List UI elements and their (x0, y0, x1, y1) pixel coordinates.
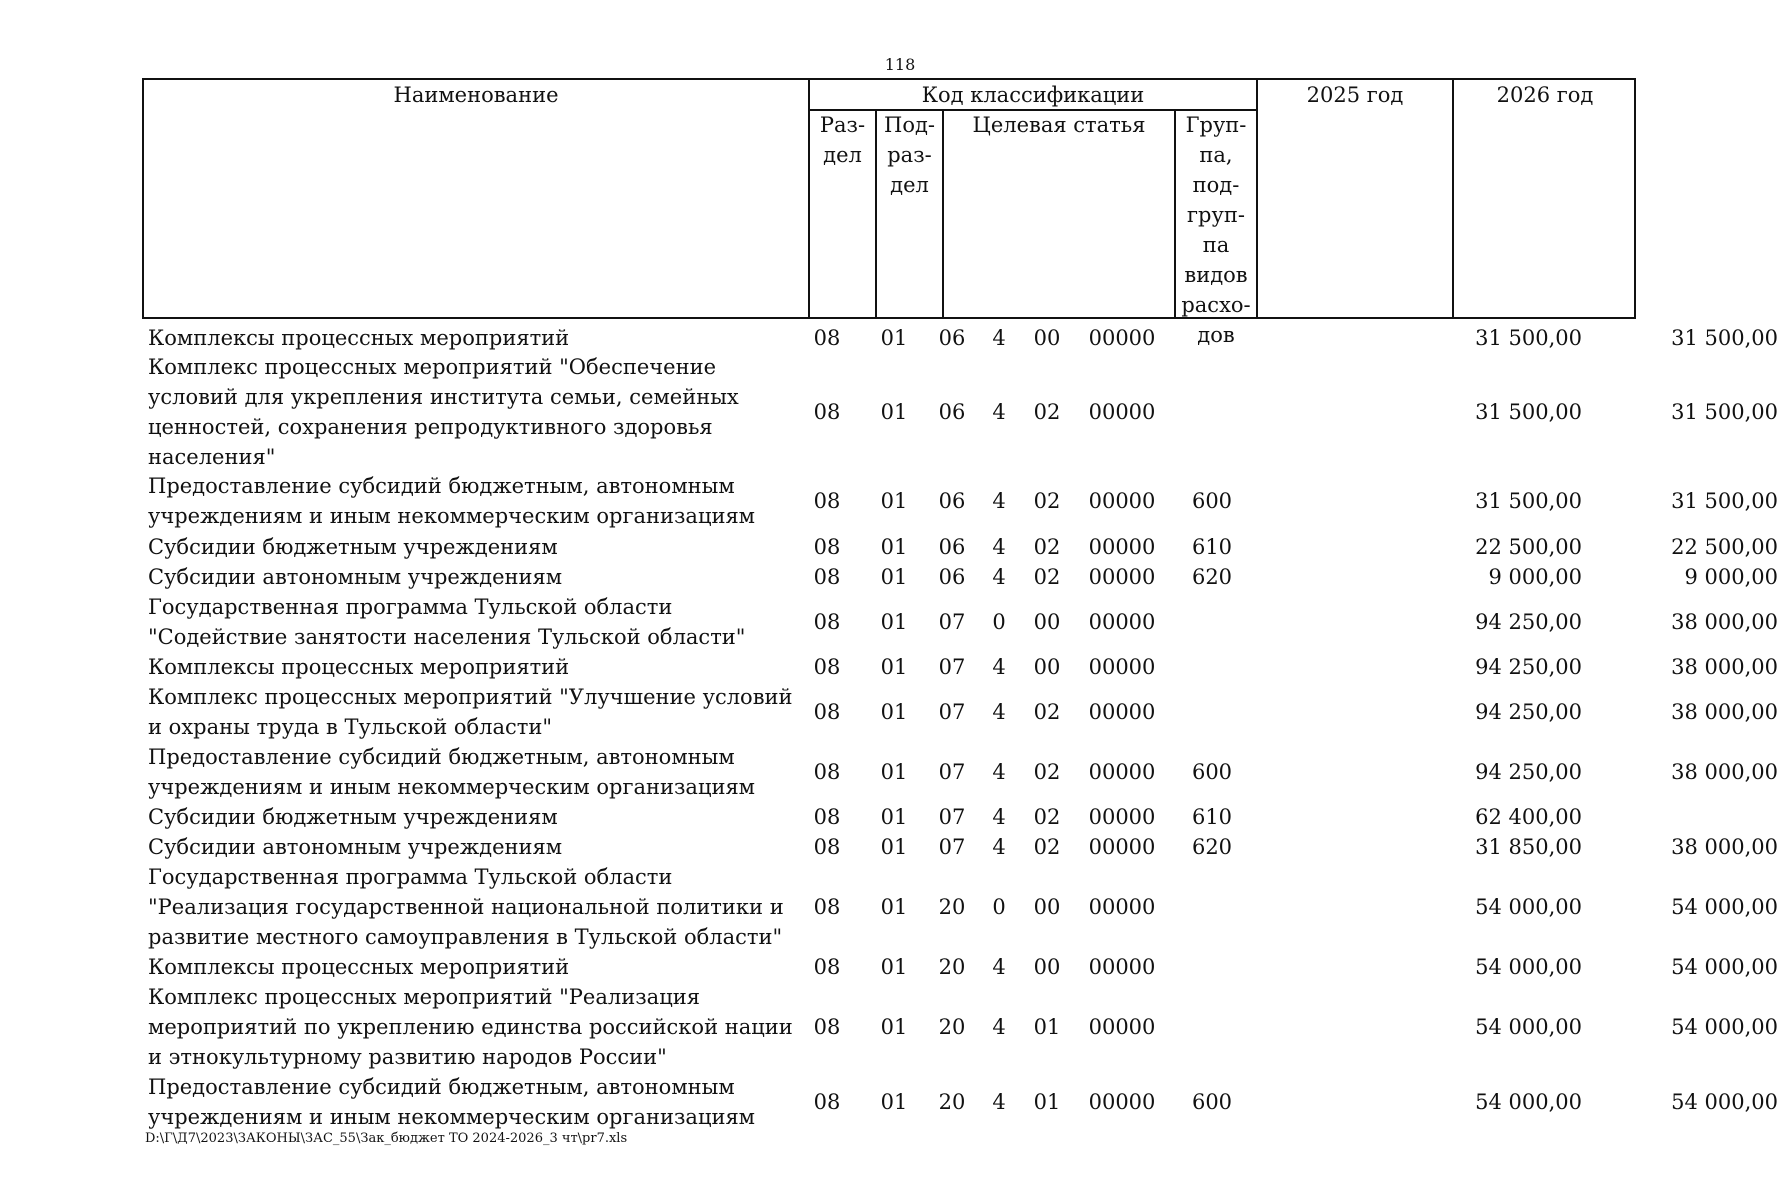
row-cs-direction: 00000 (1088, 1015, 1156, 1039)
row-cs-direction: 00000 (1088, 895, 1156, 919)
page-number: 118 (884, 55, 916, 74)
row-name: Комплекс процессных мероприятий "Обеспечение условий для укрепления института семьи, семейных ценностей, сохранения репродуктивного здоровья населения" (148, 355, 739, 469)
row-cs-program: 07 (938, 700, 966, 724)
row-amount-2025: 9 000,00 (1488, 565, 1582, 589)
header-vid-line: груп- (1187, 203, 1245, 227)
row-amount-2025: 22 500,00 (1475, 535, 1582, 559)
header-podrazdel-line: дел (890, 173, 929, 197)
row-cs-program: 20 (938, 1015, 966, 1039)
row-cs-complex: 02 (1033, 535, 1061, 559)
header-year-2025: 2025 год (1306, 83, 1404, 107)
header-razdel-line: Раз- (819, 113, 866, 137)
row-cs-program: 20 (938, 1090, 966, 1114)
row-podrazdel: 01 (880, 535, 908, 559)
row-cs-direction: 00000 (1088, 326, 1156, 350)
row-amount-2025: 54 000,00 (1475, 895, 1582, 919)
row-cs-complex: 00 (1033, 326, 1061, 350)
row-amount-2025: 31 500,00 (1475, 326, 1582, 350)
row-cs-complex: 00 (1033, 655, 1061, 679)
row-cs-complex: 00 (1033, 895, 1061, 919)
row-cs-direction: 00000 (1088, 955, 1156, 979)
row-cs-program: 07 (938, 760, 966, 784)
table-row (142, 742, 1778, 802)
header-year-2026: 2026 год (1496, 83, 1594, 107)
row-name: Государственная программа Тульской области "Реализация государственной национальной политики и развитие местного самоуправления в Тульской области" (148, 865, 784, 949)
table-row (142, 952, 1778, 982)
row-name: Предоставление субсидий бюджетным, автономным учреждениям и иным некоммерческим организациям (148, 474, 756, 528)
row-podrazdel: 01 (880, 610, 908, 634)
row-cs-type: 0 (992, 610, 1006, 634)
row-amount-2025: 54 000,00 (1475, 1015, 1582, 1039)
row-cs-direction: 00000 (1088, 565, 1156, 589)
table-row (142, 562, 1778, 592)
row-vid: 620 (1191, 835, 1233, 859)
header-vid-line: расхо- (1181, 293, 1251, 317)
row-cs-program: 06 (938, 565, 966, 589)
row-cs-type: 4 (992, 655, 1006, 679)
row-cs-direction: 00000 (1088, 700, 1156, 724)
row-name: Государственная программа Тульской области "Содействие занятости населения Тульской области" (148, 595, 746, 649)
row-amount-2025: 94 250,00 (1475, 655, 1582, 679)
row-vid: 600 (1191, 760, 1233, 784)
row-name: Комплексы процессных мероприятий (148, 326, 570, 350)
row-amount-2025: 54 000,00 (1475, 1090, 1582, 1114)
table-row (142, 592, 1778, 652)
row-amount-2026: 54 000,00 (1671, 1015, 1778, 1039)
row-cs-complex: 02 (1033, 565, 1061, 589)
header-vid-rashodov (1176, 110, 1256, 350)
row-cs-complex: 02 (1033, 400, 1061, 424)
row-name: Субсидии бюджетным учреждениям (148, 805, 558, 829)
row-cs-type: 4 (992, 835, 1006, 859)
row-amount-2026: 38 000,00 (1671, 700, 1778, 724)
table-row (142, 322, 1778, 354)
row-cs-direction: 00000 (1088, 760, 1156, 784)
row-razdel: 08 (813, 895, 841, 919)
header-razdel (810, 110, 875, 170)
row-cs-direction: 00000 (1088, 1090, 1156, 1114)
row-cs-direction: 00000 (1088, 400, 1156, 424)
row-podrazdel: 01 (880, 955, 908, 979)
row-cs-type: 4 (992, 489, 1006, 513)
row-amount-2026: 31 500,00 (1671, 400, 1778, 424)
row-cs-program: 07 (938, 655, 966, 679)
row-cs-program: 20 (938, 895, 966, 919)
table-row (142, 652, 1778, 682)
header-vid-line: па, под- (1192, 143, 1240, 197)
row-amount-2025: 94 250,00 (1475, 700, 1582, 724)
table-row (142, 470, 1778, 532)
row-cs-program: 06 (938, 489, 966, 513)
row-cs-complex: 02 (1033, 760, 1061, 784)
row-cs-type: 4 (992, 535, 1006, 559)
row-podrazdel: 01 (880, 326, 908, 350)
row-amount-2026: 38 000,00 (1671, 655, 1778, 679)
row-vid: 610 (1191, 805, 1233, 829)
row-amount-2026: 31 500,00 (1671, 326, 1778, 350)
row-name: Комплекс процессных мероприятий "Улучшение условий и охраны труда в Тульской области" (148, 685, 793, 739)
table-row (142, 355, 1778, 469)
row-cs-type: 4 (992, 700, 1006, 724)
row-name: Субсидии автономным учреждениям (148, 565, 563, 589)
row-amount-2025: 94 250,00 (1475, 760, 1582, 784)
row-name: Комплекс процессных мероприятий "Реализация мероприятий по укреплению единства российской нации и этнокультурному развитию народов России" (148, 985, 793, 1069)
row-razdel: 08 (813, 655, 841, 679)
row-podrazdel: 01 (880, 895, 908, 919)
row-cs-direction: 00000 (1088, 805, 1156, 829)
row-cs-type: 4 (992, 955, 1006, 979)
row-podrazdel: 01 (880, 1090, 908, 1114)
row-razdel: 08 (813, 610, 841, 634)
row-cs-direction: 00000 (1088, 489, 1156, 513)
row-razdel: 08 (813, 835, 841, 859)
row-name: Предоставление субсидий бюджетным, автономным учреждениям и иным некоммерческим организациям (148, 745, 756, 799)
row-razdel: 08 (813, 805, 841, 829)
row-cs-complex: 00 (1033, 610, 1061, 634)
header-vid-line: видов (1184, 263, 1248, 287)
row-cs-type: 4 (992, 326, 1006, 350)
header-celevaya-statya: Целевая статья (972, 113, 1146, 137)
row-razdel: 08 (813, 700, 841, 724)
row-cs-complex: 02 (1033, 700, 1061, 724)
row-amount-2026: 9 000,00 (1684, 565, 1778, 589)
row-razdel: 08 (813, 955, 841, 979)
file-path-footer: D:\Г\Д7\2023\ЗАКОНЫ\ЗАС_55\Зак_бюджет ТО 2024-2026_3 чт\pr7.xls (145, 1131, 628, 1146)
row-podrazdel: 01 (880, 655, 908, 679)
row-cs-direction: 00000 (1088, 835, 1156, 859)
row-razdel: 08 (813, 760, 841, 784)
header-podrazdel-line: Под- (884, 113, 935, 137)
row-razdel: 08 (813, 565, 841, 589)
row-cs-program: 06 (938, 326, 966, 350)
row-razdel: 08 (813, 535, 841, 559)
row-podrazdel: 01 (880, 700, 908, 724)
row-cs-type: 0 (992, 895, 1006, 919)
row-cs-direction: 00000 (1088, 655, 1156, 679)
table-row (142, 1072, 1778, 1132)
row-cs-type: 4 (992, 760, 1006, 784)
row-vid: 610 (1191, 535, 1233, 559)
row-podrazdel: 01 (880, 489, 908, 513)
row-razdel: 08 (813, 326, 841, 350)
header-naimenovanie: Наименование (393, 83, 559, 107)
row-name: Субсидии автономным учреждениям (148, 835, 563, 859)
row-amount-2026: 38 000,00 (1671, 760, 1778, 784)
row-name: Комплексы процессных мероприятий (148, 955, 570, 979)
header-razdel-line: дел (823, 143, 862, 167)
header-podrazdel (877, 110, 942, 200)
row-vid: 600 (1191, 489, 1233, 513)
header-podrazdel-line: раз- (887, 143, 932, 167)
row-amount-2026: 54 000,00 (1671, 955, 1778, 979)
row-name: Предоставление субсидий бюджетным, автономным учреждениям и иным некоммерческим организациям (148, 1075, 756, 1129)
row-cs-complex: 01 (1033, 1015, 1061, 1039)
table-row (142, 802, 1636, 832)
row-cs-complex: 02 (1033, 835, 1061, 859)
row-cs-type: 4 (992, 1015, 1006, 1039)
header-kod-klassifikacii: Код классификации (921, 83, 1145, 107)
row-amount-2026: 54 000,00 (1671, 895, 1778, 919)
row-name: Комплексы процессных мероприятий (148, 655, 570, 679)
row-podrazdel: 01 (880, 565, 908, 589)
table-row (142, 982, 1778, 1072)
row-podrazdel: 01 (880, 835, 908, 859)
row-cs-type: 4 (992, 400, 1006, 424)
row-amount-2026: 38 000,00 (1671, 610, 1778, 634)
row-cs-program: 06 (938, 535, 966, 559)
row-amount-2025: 62 400,00 (1475, 805, 1582, 829)
table-row (142, 682, 1778, 742)
row-podrazdel: 01 (880, 805, 908, 829)
table-row (142, 832, 1778, 862)
row-razdel: 08 (813, 1090, 841, 1114)
row-podrazdel: 01 (880, 1015, 908, 1039)
row-amount-2026: 31 500,00 (1671, 489, 1778, 513)
row-amount-2026: 54 000,00 (1671, 1090, 1778, 1114)
header-vid-line: дов (1197, 323, 1235, 347)
table-row (142, 532, 1778, 562)
row-amount-2025: 31 500,00 (1475, 489, 1582, 513)
row-cs-program: 06 (938, 400, 966, 424)
row-cs-type: 4 (992, 1090, 1006, 1114)
table-row (142, 862, 1778, 952)
row-cs-complex: 02 (1033, 805, 1061, 829)
row-amount-2026: 22 500,00 (1671, 535, 1778, 559)
header-vid-line: Груп- (1185, 113, 1247, 137)
row-amount-2025: 31 500,00 (1475, 400, 1582, 424)
row-amount-2025: 54 000,00 (1475, 955, 1582, 979)
row-name: Субсидии бюджетным учреждениям (148, 535, 558, 559)
row-cs-complex: 01 (1033, 1090, 1061, 1114)
row-cs-program: 07 (938, 805, 966, 829)
row-cs-program: 07 (938, 835, 966, 859)
row-amount-2025: 31 850,00 (1475, 835, 1582, 859)
row-cs-type: 4 (992, 805, 1006, 829)
row-cs-direction: 00000 (1088, 535, 1156, 559)
row-cs-complex: 02 (1033, 489, 1061, 513)
row-razdel: 08 (813, 489, 841, 513)
row-razdel: 08 (813, 400, 841, 424)
row-podrazdel: 01 (880, 760, 908, 784)
row-razdel: 08 (813, 1015, 841, 1039)
row-podrazdel: 01 (880, 400, 908, 424)
row-cs-complex: 00 (1033, 955, 1061, 979)
row-amount-2025: 94 250,00 (1475, 610, 1582, 634)
header-vid-line: па (1202, 233, 1230, 257)
row-amount-2026: 38 000,00 (1671, 835, 1778, 859)
row-cs-program: 07 (938, 610, 966, 634)
row-cs-program: 20 (938, 955, 966, 979)
row-cs-direction: 00000 (1088, 610, 1156, 634)
row-vid: 600 (1191, 1090, 1233, 1114)
row-vid: 620 (1191, 565, 1233, 589)
row-cs-type: 4 (992, 565, 1006, 589)
